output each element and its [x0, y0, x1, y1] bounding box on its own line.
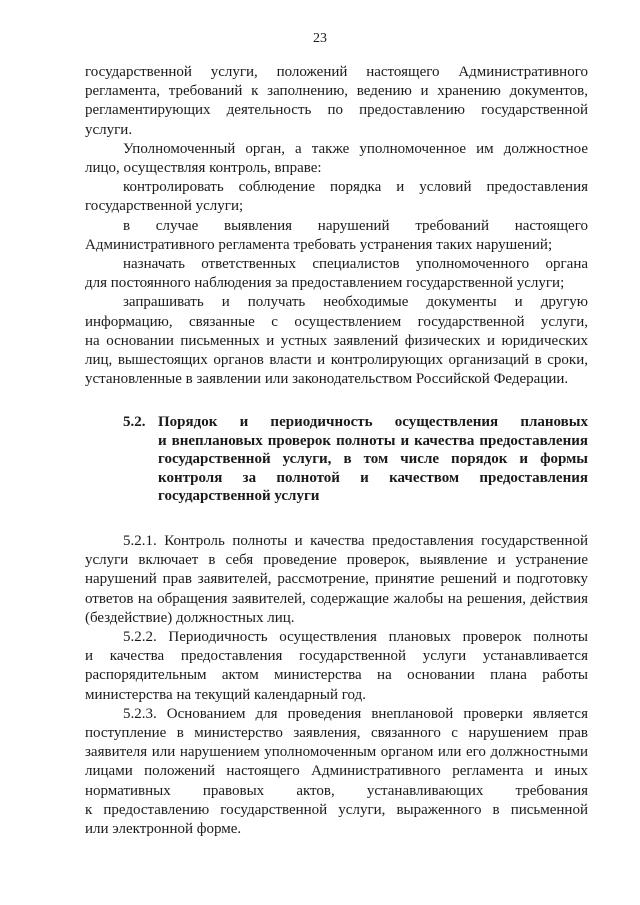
text-line: информацию, связанные с осуществлением государственной услуги,	[85, 313, 588, 330]
text-line: для постоянного наблюдения за предоставлением государственной услуги;	[85, 275, 565, 292]
text-line: в случае выявления нарушений требований настоящего	[123, 217, 588, 234]
text-line: 5.2.3. Основанием для проведения внеплановой проверки является	[123, 705, 588, 722]
paragraph-continuation	[85, 63, 588, 140]
page-number: 23	[313, 31, 327, 46]
paragraph-right-control	[85, 178, 588, 216]
section-heading	[85, 413, 588, 506]
text-line: заявителя или нарушением уполномоченным органом или его должностными	[85, 744, 588, 761]
text-line: государственной услуги, положений настоящего Административного	[85, 64, 588, 80]
clause-5-2-1	[85, 532, 588, 628]
text-line: регламента, требований к заполнению, ведению и хранению документов,	[85, 83, 588, 100]
text-line: лицо, осуществляя контроль, вправе:	[85, 160, 322, 177]
section-number: 5.2.	[123, 414, 146, 431]
paragraph-right-violations	[85, 217, 588, 255]
paragraph-authority	[85, 140, 588, 178]
text-line: Административного регламента требовать устранения таких нарушений;	[85, 236, 553, 253]
text-line: запрашивать и получать необходимые документы и другую	[123, 294, 588, 311]
text-line: 5.2.1. Контроль полноты и качества предоставления государственной	[123, 532, 588, 549]
text-line: ответов на обращения заявителей, содержащие жалобы на решения, действия	[85, 590, 588, 607]
text-line: распорядительным актом министерства на основании плана работы	[85, 667, 588, 684]
paragraph-right-request	[85, 293, 588, 389]
text-line: лицами положений настоящего Административного регламента и иных	[85, 763, 588, 780]
clause-5-2-2	[85, 628, 588, 705]
text-line: нарушений прав заявителей, рассмотрение, принятие решений и подготовку	[85, 571, 588, 588]
text-line: регламентирующих деятельность по предоставлению государственной	[85, 102, 588, 119]
section-title-line: государственной услуги, в том числе порядок и формы	[158, 451, 588, 468]
text-line: Уполномоченный орган, а также уполномоченное им должностное	[123, 140, 588, 157]
text-line: на основании письменных и устных заявлений физических и юридических	[85, 332, 588, 349]
clause-5-2-3	[85, 705, 588, 839]
section-title-line: контроля за полнотой и качеством предоставления	[158, 469, 588, 486]
text-line: установленные в заявлении или законодательством Российской Федерации.	[85, 371, 569, 388]
text-line: услуги включает в себя проведение проверок, выявление и устранение	[85, 552, 588, 569]
text-line: нормативных правовых актов, устанавливающих требования	[85, 782, 588, 799]
text-line: государственной услуги;	[85, 198, 244, 215]
text-line: (бездействие) должностных лиц.	[85, 609, 295, 626]
spacer	[85, 506, 588, 532]
section-title-line: Порядок и периодичность осуществления плановых	[158, 414, 588, 431]
text-line: или электронной форме.	[85, 821, 242, 837]
paragraph-right-specialists	[85, 255, 588, 293]
page-content	[85, 63, 588, 839]
text-line: лиц, вышестоящих органов власти и контролирующих организаций в сроки,	[85, 352, 588, 369]
section-title-line: государственной услуги	[158, 488, 320, 505]
text-line: назначать ответственных специалистов уполномоченного органа	[123, 256, 588, 273]
text-line: услуги.	[85, 121, 133, 138]
text-line: поступление в министерство заявления, связанного с нарушением прав	[85, 724, 588, 741]
text-line: 5.2.2. Периодичность осуществления плановых проверок полноты	[123, 628, 588, 645]
text-line: министерства на текущий календарный год.	[85, 686, 366, 703]
text-line: контролировать соблюдение порядка и условий предоставления	[123, 179, 588, 196]
text-line: и качества предоставления государственной услуги устанавливается	[85, 648, 588, 665]
text-line: к предоставлению государственной услуги, выраженного в письменной	[85, 801, 588, 818]
section-title	[158, 413, 588, 506]
section-title-line: и внеплановых проверок полноты и качества предоставления	[158, 432, 588, 449]
